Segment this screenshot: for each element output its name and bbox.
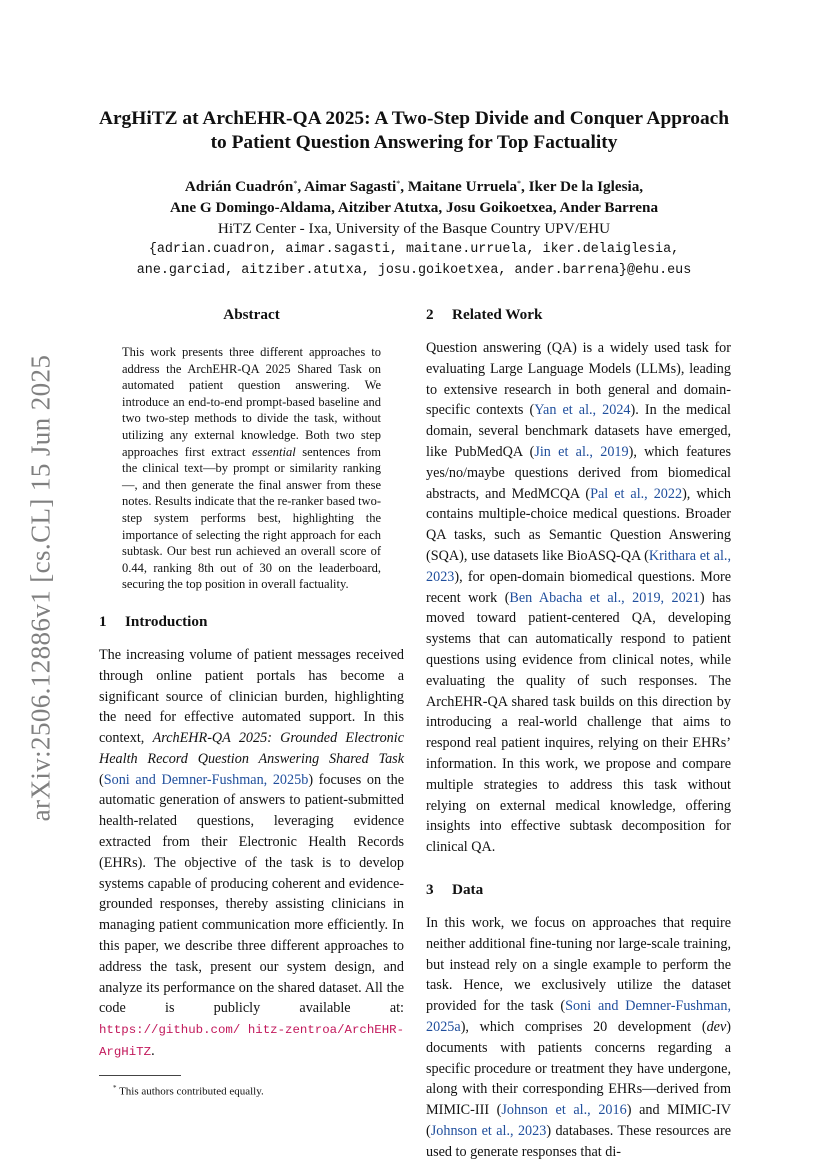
section-heading-introduction (99, 612, 404, 632)
author-names-line-2: Ane G Domingo-Aldama, Aitziber Atutxa, Josu Goikoetxea, Ander Barrena (169, 199, 659, 216)
section-title: Related Work (452, 306, 543, 323)
author-block (90, 173, 738, 281)
footnote-text: This authors contributed equally. (119, 1085, 264, 1098)
left-column (99, 300, 404, 1099)
abstract-text: This work presents three different approaches to address the ArchEHR-QA 2025 Shared Task on automated patient question answering. We introduce an end-to-end prompt-based baseline and two two-step methods to divide the task, without utilizing any external knowledge. Both two step approaches first extract essential sentences from the clinical text—by prompt or similarity ranking—, and then generate the final answer from these notes. Results indicate that the re-ranker based two-step system performs best, highlighting the importance of selecting the right approach for each subtask. Our best run achieved an overall score of 0.44, ranking 8th out of 30 on the leaderboard, securing the top position in overall factuality. (122, 345, 382, 592)
footnote-divider (99, 1075, 181, 1076)
footnote-mark: * (113, 1083, 117, 1092)
right-column (426, 300, 731, 1162)
emails-line-1: {adrian.cuadron, aimar.sagasti, maitane.urruela, iker.delaiglesia, (148, 242, 680, 257)
section-number: 1 (99, 612, 107, 630)
section-title: Data (452, 880, 484, 898)
arxiv-identifier (18, 345, 64, 830)
affiliation: HiTZ Center - Ixa, University of the Basque Country UPV/EHU (217, 220, 611, 237)
abstract-heading: Abstract (223, 306, 280, 323)
paper-title: ArgHiTZ at ArchEHR-QA 2025: A Two-Step Divide and Conquer Approach to Patient Question Answering for Top Factuality (98, 108, 730, 153)
data-text: In this work, we focus on approaches that require neither additional fine-tuning nor large-scale training, but instead rely on a single example to perform the task. Hence, we exclusively utilize the dataset provided for the task (Soni and Demner-Fushman, 2025a), which comprises 20 development (dev) documents with patients concerns regarding a specific procedure or treatment they have undergone, along with their corresponding EHRs—derived from MIMIC-III (Johnson et al., 2016) and MIMIC-IV (Johnson et al., 2023) databases. These resources are used to generate responses that di- (426, 914, 732, 1160)
introduction-text: The increasing volume of patient messages received through online patient portals has become a significant source of clinician burden, highlighting the need for effective automated support. In this context, ArchEHR-QA 2025: Grounded Electronic Health Record Question Answering Shared Task (Soni and Demner-Fushman, 2025b) focuses on the automatic generation of answers to patient-submitted health-related questions, leveraging evidence extracted from their Electronic Health Records (EHRs). The objective of the task is to develop systems capable of producing coherent and evidence-grounded responses, thereby assisting clinicians in managing patient communication more efficiently. In this paper, we describe three different approaches to address the task, present our system design, and analyze its performance on the shared dataset. All the code is publicly available at: https://github.com/ hitz-zentroa/ArchEHR-ArgHiTZ. (99, 646, 404, 1060)
footnote (99, 1081, 404, 1099)
section-number: 3 (426, 880, 434, 898)
section-heading-related-work (426, 305, 731, 325)
emails-line-2: ane.garciad, aitziber.atutxa, josu.goikoetxea, ander.barrena}@ehu.eus (136, 263, 692, 278)
arxiv-identifier-text: arXiv:2506.12886v1 [cs.CL] 15 Jun 2025 (25, 354, 56, 821)
section-number: 2 (426, 306, 434, 323)
author-names-line-1: Adrián Cuadrón*, Aimar Sagasti*, Maitane Urruela*, Iker De la Iglesia, (184, 178, 644, 195)
section-title: Introduction (125, 612, 208, 630)
related-work-text: Question answering (QA) is a widely used task for evaluating Large Language Models (LLMs), leading to extensive research in both general and domain-specific contexts (Yan et al., 2024). In the medical domain, several benchmark datasets have emerged, like PubMedQA (Jin et al., 2019), which features yes/no/maybe questions derived from biomedical abstracts, and MedMCQA (Pal et al., 2022), which contains multiple-choice medical questions. Broader QA tasks, such as Semantic Question Answering (SQA), use datasets like BioASQ-QA (Krithara et al., 2023), for open-domain biomedical questions. More recent work (Ben Abacha et al., 2019, 2021) has moved toward patient-centered QA, developing systems that can automatically respond to patient questions using evidence from clinical notes, while evaluating the quality of such responses. The ArchEHR-QA shared task builds on this direction by introducing a real-world challenge that aims to respond real patient inquires, relying on their EHRs’ information. In this work, we propose and compare multiple strategies to address this task without relying on external medical knowledge, offering insights into effective subtask decomposition for clinical QA. (426, 340, 731, 856)
section-heading-data (426, 880, 731, 900)
